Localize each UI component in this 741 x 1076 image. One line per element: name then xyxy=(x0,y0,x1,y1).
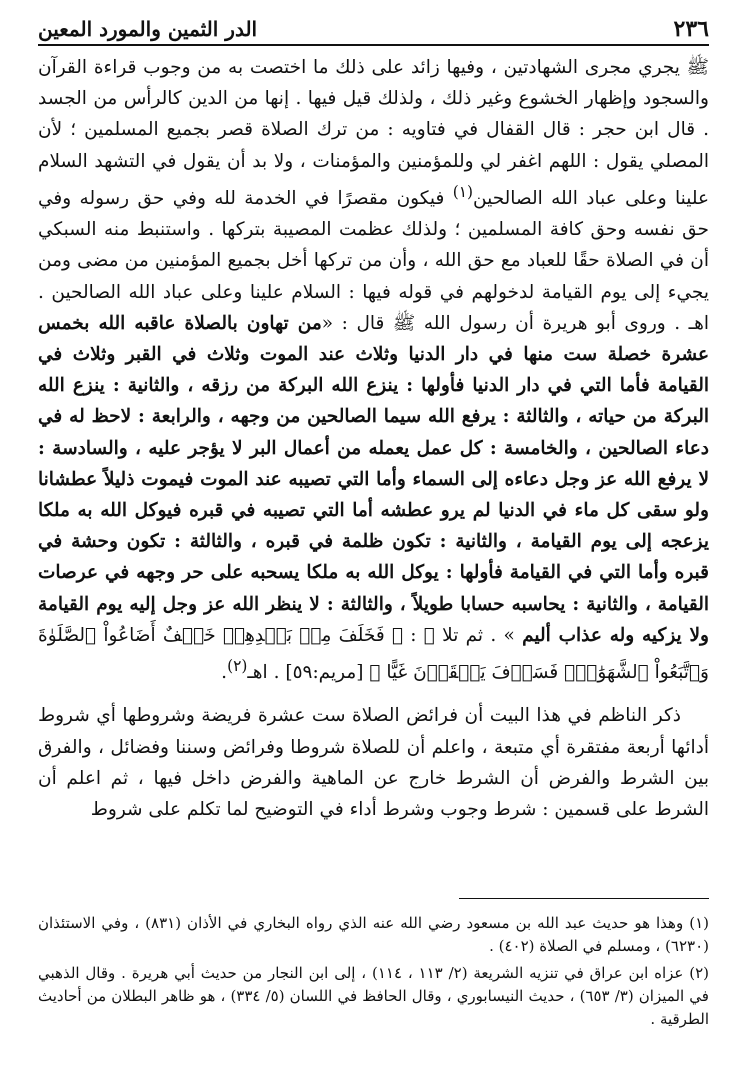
page-header xyxy=(38,14,709,46)
footnotes xyxy=(38,912,709,1035)
paragraph-1-end: . xyxy=(221,662,228,684)
paragraph-1-intro: ﷺ يجري مجرى الشهادتين ، وفيها زائد على ذلك ما اختصت به من وجوب قراءة القرآن والسجود وإظهار الخشوع وغير ذلك ، ولذلك قيل فيها . إنها من الدين كالرأس من الجسد . قال ابن حجر : قال القفال في فتاويه : من ترك الصلاة قصر بجميع المسلمين ؛ لأن المصلي يقول : اللهم اغفر لي وللمؤمنين والمؤمنات ، ولا بد أن يقول في التشهد السلام علينا وعلى عباد الله الصالحين xyxy=(38,57,709,209)
hadith-text: من تهاون بالصلاة عاقبه الله بخمس عشرة خصلة ست منها في دار الدنيا وثلاث عند الموت وثلاث في القبر وثلاث في القيامة فأما التي في دار الدنيا فأولها : ينزع الله البركة من رزقه ، والثانية : ينزع الله البركة من حياته ، والثالثة : يرفع الله سيما الصالحين من وجهه ، والرابعة : لاحظ له في دعاء الصالحين ، والخامسة : كل عمل يعمله من أعمال البر لا يؤجر عليه ، والسادسة : لا يرفع الله عز وجل دعاءه إلى السماء وأما التي تصيبه عند الموت فيموت ذليلاً عطشانا ولو سقى كل ماء في الدنيا لم يرو عطشه أما التي تصيبه في قبره فيوكل الله به ملكا يزعجه إلى يوم القيامة ، والثانية : تكون ظلمة في قبره ، والثالثة : تكون وحشة في قبره وأما التي في القيامة فأولها : يوكل الله به ملكا يسحبه على حر وجهه في عرصات القيامة ، والثانية : يحاسبه حسابا طويلاً ، والثالثة : لا ينظر الله عز وجل إليه يوم القيامة ولا يزكيه وله عذاب أليم xyxy=(38,312,709,646)
paragraph-1 xyxy=(38,52,709,688)
footnote-ref-2: (٢) xyxy=(227,657,248,676)
footnote-2: (٢) عزاه ابن عراق في تنزيه الشريعة (٢/ ١١٣ ، ١١٤) ، إلى ابن النجار من حديث أبي هريرة . وقال الذهبي في الميزان (٣/ ٦٥٣) ، حديث النيسابوري ، وقال الحافظ في اللسان (٥/ ٣٣٤) ، هو ظاهر البطلان من أحاديث الطرقية . xyxy=(38,964,710,1028)
running-title: الدر الثمين والمورد المعين xyxy=(38,17,258,41)
page-number: ٢٣٦ xyxy=(673,16,709,42)
footnote-divider xyxy=(459,898,709,899)
paragraph-2: ذكر الناظم في هذا البيت أن فرائض الصلاة ست عشرة فريضة وشروطها أي شروط أدائها أربعة مفتقرة أي متبعة ، واعلم أن للصلاة شروطا وفرائض وسننا وفضائل ، والفرق بين الشرط والفرض أن الشرط خارج عن الماهية والفرض داخل فيها ، ثم اعلم أن الشرط على قسمين : شرط وجوب وشرط أداء في التوضيح لما تكلم على شروط xyxy=(38,705,709,820)
main-text xyxy=(38,52,709,825)
quran-quote: » . ثم تلا ﷺ : ﴿ فَخَلَفَ مِنۢ بَعۡدِهِمۡ خَلۡفٌ أَضَاعُواْ ٱلصَّلَوٰةَ وَٱتَّبَعُواْ ٱلشَّهَوَٰتِۖ فَسَوۡفَ يَلۡقَوۡنَ غَيًّا ﴾ [مريم:٥٩] . اهـ xyxy=(38,624,709,684)
paragraph-1-cont: فيكون مقصرًا في الخدمة لله وفي حق رسوله وفي حق نفسه وحق كافة المسلمين ؛ ولذلك عظمت المصيبة بتركها . واستنبط منه السبكي أن في الصلاة حقًا للعباد مع حق الله ، وأن من تركها أخل بجميع المؤمنين من مضى ومن يجيء إلى يوم القيامة لدخولهم في قوله فيها : السلام علينا وعلى عباد الله الصالحين . اهـ . وروى أبو هريرة أن رسول الله ﷺ قال : « xyxy=(38,187,709,334)
footnote-ref-1: (١) xyxy=(452,182,474,201)
footnote-1: (١) وهذا هو حديث عبد الله بن مسعود رضي الله عنه الذي رواه البخاري في الأذان (٨٣١) ، وفي الاستئذان (٦٢٣٠) ، ومسلم في الصلاة (٤٠٢) . xyxy=(38,914,709,955)
